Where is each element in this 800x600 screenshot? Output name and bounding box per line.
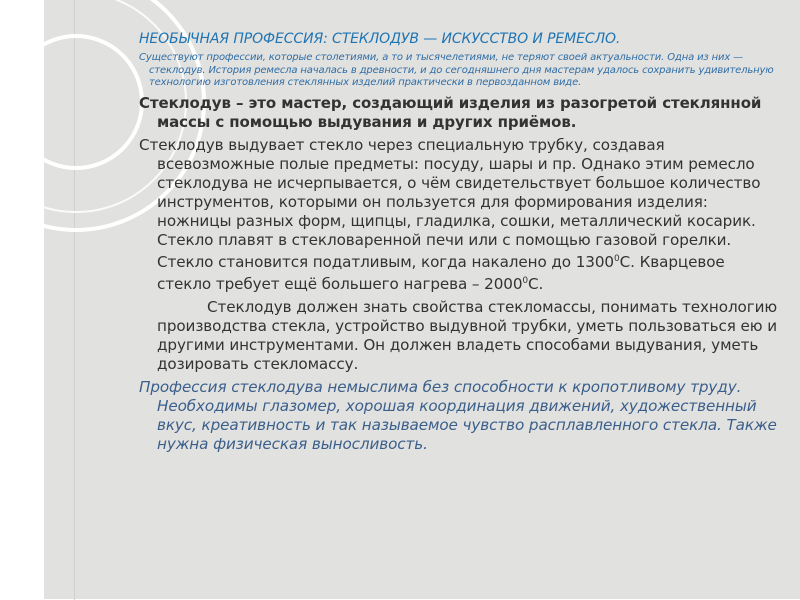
skills-paragraph: Стеклодув должен знать свойства стекломассы, понимать технологию производства стекла, устройство выдувной трубки, уметь пользоваться ею и другими инструментами. Он должен владеть способами выдувания, уметь дозировать стекломассу.: [157, 297, 778, 373]
tools-text-part-2: С. Кварцевое стекло требует ещё большего нагрева – 2000: [157, 252, 725, 293]
slide-title: НЕОБЫЧНАЯ ПРОФЕССИЯ: СТЕКЛОДУВ — ИСКУССТВО И РЕМЕСЛО.: [139, 31, 621, 47]
tools-paragraph: [139, 136, 779, 294]
qualities-paragraph: Профессия стеклодува немыслима без способности к кропотливому труду. Необходимы глазомер, хорошая координация движений, художественный вкус, креативность и так называемое чувство расплавленного стекла. Также нужна физическая выносливость.: [139, 377, 777, 453]
definition-paragraph: Стеклодув – это мастер, создающий изделия из разогретой стеклянной массы с помощью выдувания и других приёмов.: [139, 93, 762, 131]
intro-paragraph: Существуют профессии, которые столетиями, а то и тысячелетиями, не теряют своей актуальности. Одна из них — стеклодув. История ремесла началась в древности, и до сегодняшнего дня мастерам удалось сохранить удивительную технологию изготовления стеклянных изделий практически в первозданном виде.: [139, 52, 774, 88]
degree-superscript-2: 0: [522, 275, 529, 286]
degree-superscript-1: 0: [613, 253, 620, 264]
tools-text-part-1: Стеклодув выдувает стекло через специальную трубку, создавая всевозможные полые предметы: посуду, шары и пр. Однако этим ремесло стеклодува не исчерпывается, о чём свидетельствует большое количество инструментов, которыми он пользуется для формирования изделия: ножницы разных форм, щипцы, гладилка, сошки, металлический косарик. Стекло плавят в стекловаренной печи или с помощью газовой горелки. Стекло становится податливым, когда накалено до 1300: [139, 135, 761, 271]
tools-text-part-3: С.: [528, 274, 544, 293]
slide-content: [139, 30, 779, 458]
